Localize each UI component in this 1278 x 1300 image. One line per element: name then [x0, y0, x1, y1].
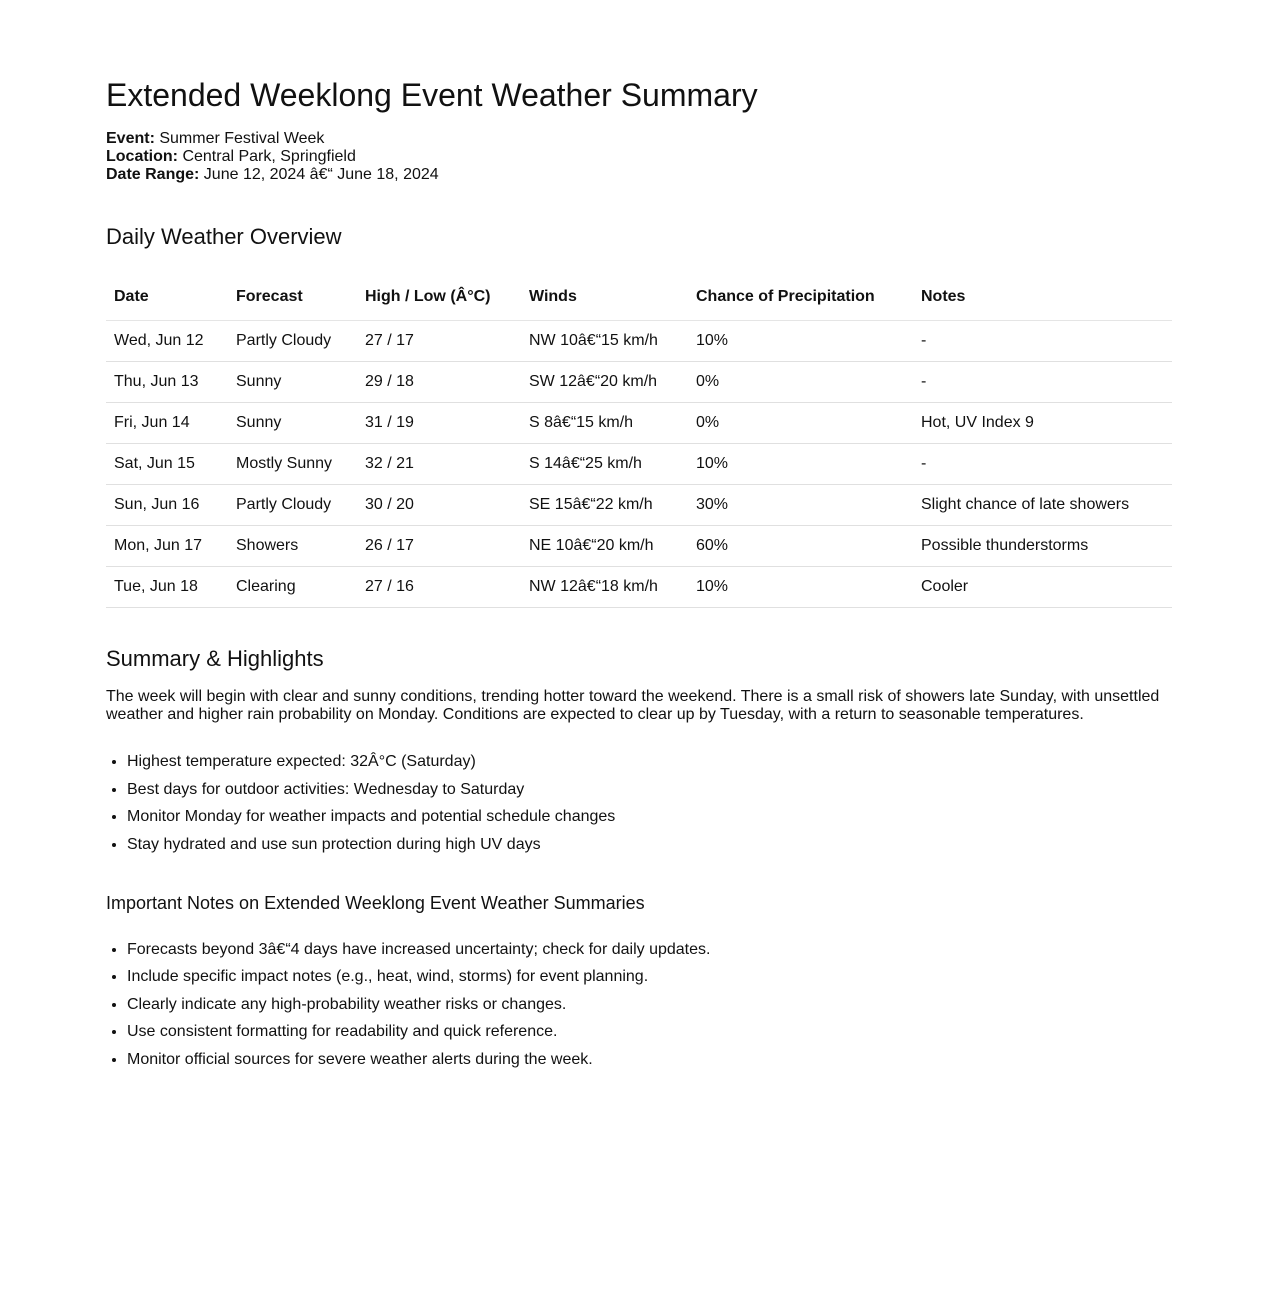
cell-precipitation: 0%	[688, 403, 913, 444]
notes-heading: Important Notes on Extended Weeklong Event Weather Summaries	[106, 892, 645, 913]
cell-precipitation: 0%	[688, 362, 913, 403]
cell-notes: Slight chance of late showers	[913, 485, 1172, 526]
cell-winds: NW 12â€“18 km/h	[521, 567, 688, 608]
highlights-list	[106, 753, 1172, 854]
table-row	[106, 567, 1172, 608]
cell-forecast: Sunny	[228, 362, 357, 403]
cell-precipitation: 10%	[688, 321, 913, 362]
cell-winds: SW 12â€“20 km/h	[521, 362, 688, 403]
meta-location-value: Central Park, Springfield	[178, 148, 356, 165]
summary-paragraph: The week will begin with clear and sunny conditions, trending hotter toward the weekend. There is a small risk of showers late Sunday, with unsettled weather and higher rain probability on Monday. Conditions are expected to clear up by Tuesday, with a return to seasonable temperatures.	[106, 688, 1160, 723]
cell-notes: -	[913, 444, 1172, 485]
table-header-row	[106, 274, 1172, 321]
cell-precipitation: 10%	[688, 567, 913, 608]
list-item: • Use consistent formatting for readability and quick reference.	[127, 1023, 1172, 1041]
list-item: • Monitor official sources for severe weather alerts during the week.	[127, 1051, 1172, 1069]
cell-notes: Possible thunderstorms	[913, 526, 1172, 567]
event-meta	[106, 130, 1172, 184]
cell-forecast: Showers	[228, 526, 357, 567]
table-row	[106, 526, 1172, 567]
list-item: • Stay hydrated and use sun protection during high UV days	[127, 836, 1172, 854]
cell-winds: SE 15â€“22 km/h	[521, 485, 688, 526]
list-item: • Monitor Monday for weather impacts and potential schedule changes	[127, 808, 1172, 826]
table-row	[106, 444, 1172, 485]
cell-date: Sun, Jun 16	[106, 485, 228, 526]
cell-notes: -	[913, 321, 1172, 362]
cell-winds: S 14â€“25 km/h	[521, 444, 688, 485]
cell-high-low: 32 / 21	[357, 444, 521, 485]
cell-date: Sat, Jun 15	[106, 444, 228, 485]
meta-event-label: Event:	[106, 130, 155, 147]
meta-event-value: Summer Festival Week	[154, 130, 325, 147]
cell-winds: NW 10â€“15 km/h	[521, 321, 688, 362]
meta-date-range	[106, 166, 1172, 184]
cell-high-low: 30 / 20	[357, 485, 521, 526]
list-item: • Clearly indicate any high-probability weather risks or changes.	[127, 996, 1172, 1014]
cell-high-low: 26 / 17	[357, 526, 521, 567]
cell-forecast: Sunny	[228, 403, 357, 444]
cell-high-low: 27 / 16	[357, 567, 521, 608]
column-header-forecast: Forecast	[228, 274, 357, 321]
notes-list	[106, 941, 1172, 1069]
meta-event	[106, 130, 1172, 148]
meta-date-value: June 12, 2024 â€“ June 18, 2024	[199, 166, 439, 183]
list-item: • Best days for outdoor activities: Wednesday to Saturday	[127, 781, 1172, 799]
cell-date: Fri, Jun 14	[106, 403, 228, 444]
cell-notes: -	[913, 362, 1172, 403]
cell-precipitation: 30%	[688, 485, 913, 526]
meta-date-label: Date Range:	[106, 166, 200, 183]
page-title: Extended Weeklong Event Weather Summary	[106, 77, 758, 113]
table-row	[106, 485, 1172, 526]
table-row	[106, 362, 1172, 403]
list-item: • Include specific impact notes (e.g., heat, wind, storms) for event planning.	[127, 968, 1172, 986]
cell-precipitation: 60%	[688, 526, 913, 567]
column-header-date: Date	[106, 274, 228, 321]
column-header-precipitation: Chance of Precipitation	[688, 274, 913, 321]
cell-date: Mon, Jun 17	[106, 526, 228, 567]
cell-date: Tue, Jun 18	[106, 567, 228, 608]
overview-heading: Daily Weather Overview	[106, 224, 342, 249]
cell-winds: S 8â€“15 km/h	[521, 403, 688, 444]
cell-precipitation: 10%	[688, 444, 913, 485]
meta-location-label: Location:	[106, 148, 178, 165]
summary-heading: Summary & Highlights	[106, 646, 324, 671]
weather-table	[106, 274, 1172, 608]
cell-forecast: Mostly Sunny	[228, 444, 357, 485]
cell-forecast: Partly Cloudy	[228, 321, 357, 362]
cell-forecast: Clearing	[228, 567, 357, 608]
cell-high-low: 27 / 17	[357, 321, 521, 362]
column-header-notes: Notes	[913, 274, 1172, 321]
list-item: • Highest temperature expected: 32Â°C (Saturday)	[127, 753, 1172, 771]
column-header-winds: Winds	[521, 274, 688, 321]
table-row	[106, 403, 1172, 444]
cell-date: Thu, Jun 13	[106, 362, 228, 403]
table-row	[106, 321, 1172, 362]
cell-high-low: 31 / 19	[357, 403, 521, 444]
cell-high-low: 29 / 18	[357, 362, 521, 403]
meta-location	[106, 148, 1172, 166]
cell-winds: NE 10â€“20 km/h	[521, 526, 688, 567]
cell-date: Wed, Jun 12	[106, 321, 228, 362]
cell-notes: Hot, UV Index 9	[913, 403, 1172, 444]
column-header-high-low: High / Low (Â°C)	[357, 274, 521, 321]
list-item: • Forecasts beyond 3â€“4 days have increased uncertainty; check for daily updates.	[127, 941, 1172, 959]
cell-notes: Cooler	[913, 567, 1172, 608]
cell-forecast: Partly Cloudy	[228, 485, 357, 526]
